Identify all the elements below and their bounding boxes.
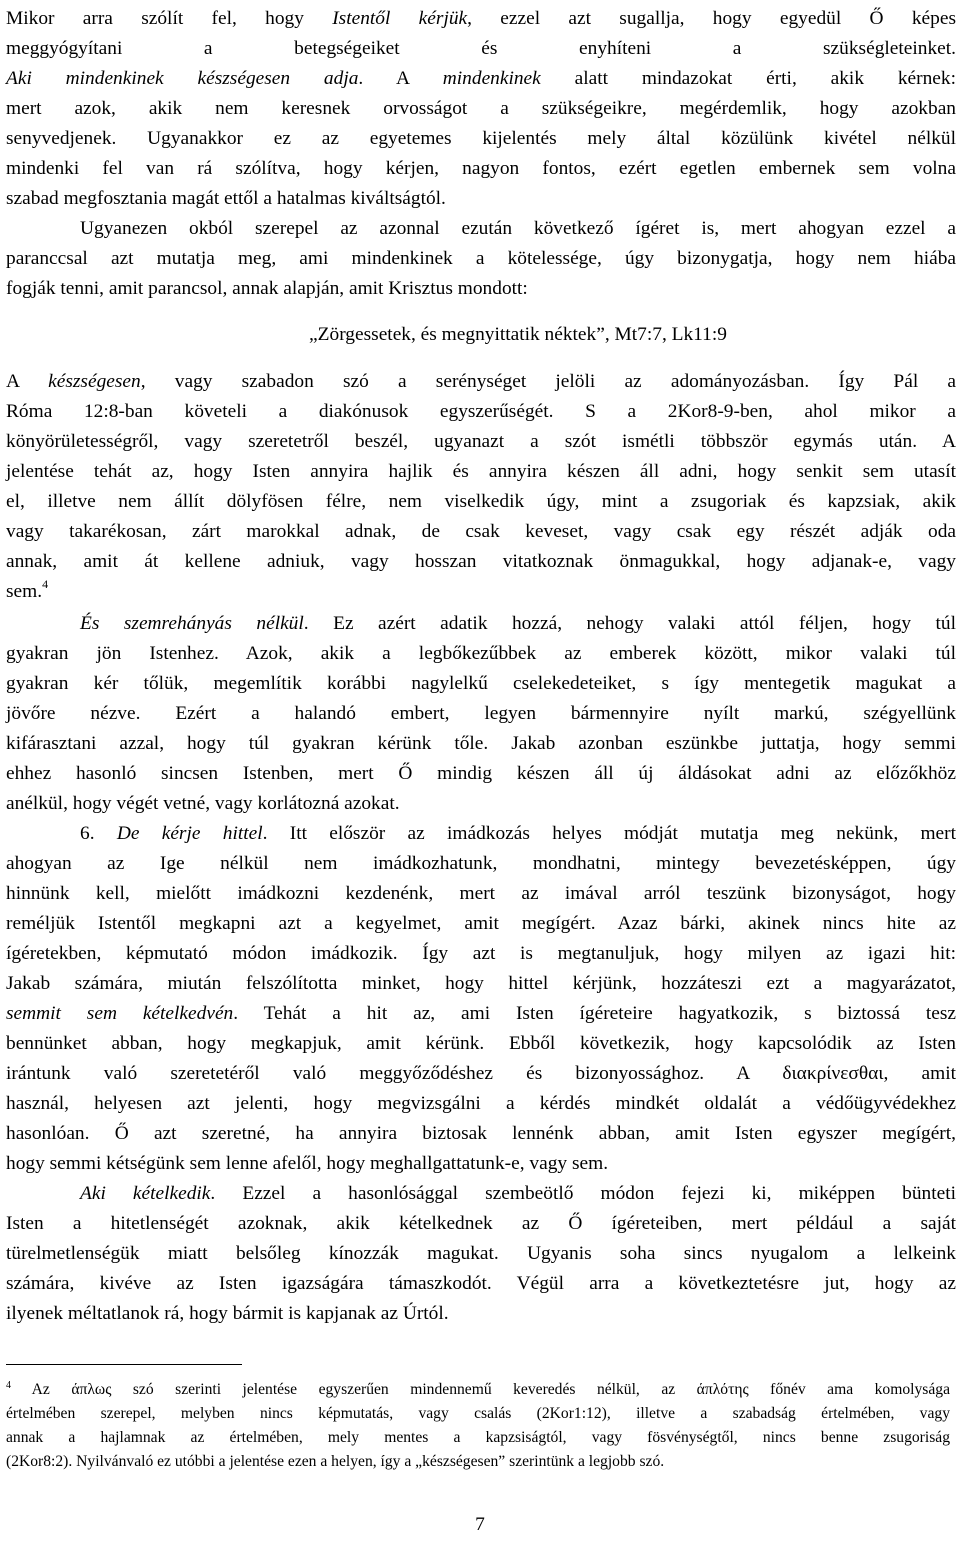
text-line (6, 124, 956, 154)
text-line (6, 819, 956, 849)
text-line (6, 577, 956, 607)
footnote-text: értelmében szerepel, melyben nincs képmutatás, vagy csalás (2Kor1:12), illetve a szabadság értelmében, vagy (6, 1405, 950, 1422)
text-line (6, 789, 956, 819)
text-line (6, 64, 956, 94)
footnote-text: (2Kor8:2). Nyilvánvaló ez utóbbi a jelentése ezen a helyen, így a „készségesen” szerintünk a legjobb szó. (6, 1453, 665, 1470)
text-line (6, 969, 956, 999)
text-run: irántunk való szeretetéről való meggyőződéshez és bizonyossághoz. A διακρίνεσθαι, amit (6, 1063, 956, 1084)
text-run: , vagy szabadon szó a serénységet jelöli az adományozásban. Így Pál a (140, 371, 957, 392)
text-run: 6. (80, 823, 117, 844)
footnote-reference: 4 (42, 577, 49, 591)
text-run: fogják tenni, amit parancsol, annak alapján, amit Krisztus mondott: (6, 278, 528, 299)
text-run: Jakab számára, miután felszólította minket, hogy hittel kérjünk, hozzáteszi ezt a magyarázatot, (6, 973, 956, 994)
text-run: könyörületességről, vagy szeretetről beszél, ugyanazt a szót ismétli többször egymás után. A (6, 431, 956, 452)
footnote-text: Az άπλως szó szerinti jelentése egyszerűen mindennemű keveredés nélkül, az άπλότης főnév ama komolysága (31, 1381, 950, 1398)
text-run: . Tehát a hit az, ami Isten ígéreteire hagyatkozik, s biztossá tesz (233, 1003, 956, 1024)
text-line (6, 487, 956, 517)
text-run: . Ezzel a hasonlósággal szembeötlő módon fejezi ki, miképpen bünteti (210, 1183, 956, 1204)
text-run: mindenki fel van rá szólítva, hogy kérjen, nagyon fontos, ezért egetlen embernek sem volna (6, 158, 956, 179)
text-run: ehhez hasonló sincsen Istenben, mert Ő mindig készen áll új áldásokat adni az előzőkhöz (6, 763, 956, 784)
text-line (6, 939, 956, 969)
text-run: reméljük Istentől megkapni azt a kegyelmet, amit megígért. Azaz bárki, akinek nincs hite az (6, 913, 956, 934)
footnote-line (6, 1402, 950, 1426)
text-run: Mikor arra szólít fel, hogy (6, 8, 333, 29)
text-run: gyakran jön Istenhez. Azok, akik a legbőkezűbbek az emberek között, mikor valaki túl (6, 643, 956, 664)
text-run: használ, helyesen azt jelenti, hogy megvizsgálni a kérdés mindkét oldalát a védőügyvédekhez (6, 1093, 956, 1114)
text-run: el, illetve nem állít dölyfösen félre, nem viselkedik úgy, mint a zsugoriak és kapzsiak, akik (6, 491, 956, 512)
text-line (6, 759, 956, 789)
footnote-line (6, 1450, 950, 1474)
text-run: semmit sem kételkedvén (6, 1003, 234, 1024)
footnote-mark: 4 (6, 1380, 11, 1391)
text-line (6, 729, 956, 759)
text-line (6, 244, 956, 274)
text-run: „Zörgessetek, és megnyittatik néktek”, Mt7:7, Lk11:9 (309, 324, 727, 345)
text-line (6, 94, 956, 124)
text-line (6, 1179, 956, 1209)
text-run: kifárasztani azzal, hogy túl gyakran kérünk tőle. Jakab azonban eszünkbe juttatja, hogy semmi (6, 733, 956, 754)
footnote-text: annak a hajlamnak az értelmében, mely mentes a kapzsiságtól, vagy fösvénységtől, nincs benne zsugoriság (6, 1429, 950, 1446)
text-run: Istentől kérjük (332, 8, 468, 29)
text-run: De kérje hittel (116, 823, 263, 844)
text-line (6, 1029, 956, 1059)
text-line (6, 999, 956, 1029)
text-line (6, 1269, 956, 1299)
text-line (6, 909, 956, 939)
text-line (6, 547, 956, 577)
text-run: Róma 12:8-ban követeli a diakónusok egyszerűségét. S a 2Kor8-9-ben, ahol mikor a (6, 401, 956, 422)
text-run: mert azok, akik nem keresnek orvosságot a szükségeikre, megérdemlik, hogy azokban (6, 98, 956, 119)
text-run: számára, kivéve az Isten igazságára támaszkodót. Végül arra a következtetésre jut, hogy az (6, 1273, 956, 1294)
text-run: sem. (6, 581, 43, 602)
text-line (6, 4, 956, 34)
text-run: hinnünk kell, mielőtt imádkozni kezdenénk, mert az imával arról teszünk bizonyságot, hogy (6, 883, 956, 904)
text-run: Isten a hitetlenségét azoknak, akik kételkednek az Ő ígéreteiben, mert például a saját (6, 1213, 956, 1234)
text-line (6, 1239, 956, 1269)
text-run: Aki mindenkinek készségesen adja (6, 68, 359, 89)
text-run: anélkül, hogy végét vetné, vagy korlátozná azokat. (6, 793, 400, 814)
text-run: paranccsal azt mutatja meg, ami mindenkinek a kötelessége, úgy bizonygatja, hogy nem hiába (6, 248, 956, 269)
text-run: szabad megfosztania magát ettől a hatalmas kiváltságtól. (6, 188, 446, 209)
footnote-line (6, 1378, 950, 1402)
text-line (6, 1149, 956, 1179)
text-run: hasonlóan. Ő azt szeretné, ha annyira biztosak lennénk abban, amit Isten egyszer megígért, (6, 1123, 956, 1144)
text-line (6, 879, 956, 909)
text-line (6, 699, 956, 729)
text-line (6, 34, 956, 64)
text-run: gyakran kér tőlük, megemlítik korábbi nagylelkű cselekedeteiket, s így mentegetik magukat a (6, 673, 956, 694)
text-run: ilyenek méltatlanok rá, hogy bármit is kapjanak az Úrtól. (6, 1303, 449, 1324)
text-run: , ezzel azt sugallja, hogy egyedül Ő képes (467, 8, 956, 29)
text-run: És szemrehányás nélkül (80, 613, 304, 634)
text-run: . A (358, 68, 443, 89)
text-line (6, 427, 956, 457)
text-line (6, 457, 956, 487)
text-run: jelentése tehát az, hogy Isten annyira hajlik és annyira készen áll adni, hogy senkit sem utasít (6, 461, 956, 482)
text-run: A (6, 371, 49, 392)
text-run: hogy semmi kétségünk sem lenne afelől, hogy meghallgattatunk-e, vagy sem. (6, 1153, 609, 1174)
text-run: vagy takarékosan, zárt marokkal adnak, de csak keveset, vagy csak egy részét adják oda (6, 521, 956, 542)
text-run: alatt mindazokat érti, akik kérnek: (540, 68, 956, 89)
text-run: . Itt először az imádkozás helyes módját mutatja meg nekünk, mert (262, 823, 956, 844)
text-line (6, 274, 956, 304)
text-run: mindenkinek (442, 68, 541, 89)
footnote-separator (6, 1364, 242, 1365)
page-number: 7 (475, 1514, 485, 1535)
footnote-line (6, 1426, 950, 1450)
text-run: meggyógyítani a betegségeiket és enyhíteni a szükségleteinket. (6, 38, 956, 59)
text-line (6, 1119, 956, 1149)
text-run: ígéretekben, képmutató módon imádkozik. Így azt is megtanuljuk, hogy milyen az igazi hit: (6, 943, 956, 964)
text-line (6, 1209, 956, 1239)
text-line (6, 669, 956, 699)
text-run: türelmetlenségük miatt belsőleg kínozzák magukat. Ugyanis soha sincs nyugalom a lelkeink (6, 1243, 956, 1264)
text-run: jövőre nézve. Ezért a halandó embert, legyen bármennyire nyílt markú, szégyellünk (6, 703, 956, 724)
text-line (6, 639, 956, 669)
text-run: . Ez azért adatik hozzá, nehogy valaki attól féljen, hogy túl (303, 613, 956, 634)
text-line (6, 1059, 956, 1089)
text-line (6, 1089, 956, 1119)
text-line (6, 214, 956, 244)
text-line (6, 609, 956, 639)
text-run: senyvedjenek. Ugyanakkor ez az egyetemes kijelentés mely által közülünk kivétel nélkül (6, 128, 956, 149)
text-line (6, 517, 956, 547)
text-line (6, 320, 956, 350)
text-run: annak, amit át kellene adniuk, vagy hosszan vitatkoznak önmagukkal, hogy adjanak-e, vagy (6, 551, 956, 572)
text-run: bennünket abban, hogy megkapjuk, amit kérünk. Ebből következik, hogy kapcsolódik az Isten (6, 1033, 956, 1054)
text-line (6, 397, 956, 427)
text-run: ahogyan az Ige nélkül nem imádkozhatunk, mondhatni, mintegy bevezetésképpen, úgy (6, 853, 956, 874)
text-line (6, 1299, 956, 1329)
text-line (6, 849, 956, 879)
text-run: Ugyanezen okból szerepel az azonnal ezután következő ígéret is, mert ahogyan ezzel a (80, 218, 956, 239)
text-run: készségesen (48, 371, 141, 392)
text-line (6, 367, 956, 397)
text-run: Aki kételkedik (80, 1183, 211, 1204)
text-line (6, 184, 956, 214)
text-line (6, 154, 956, 184)
